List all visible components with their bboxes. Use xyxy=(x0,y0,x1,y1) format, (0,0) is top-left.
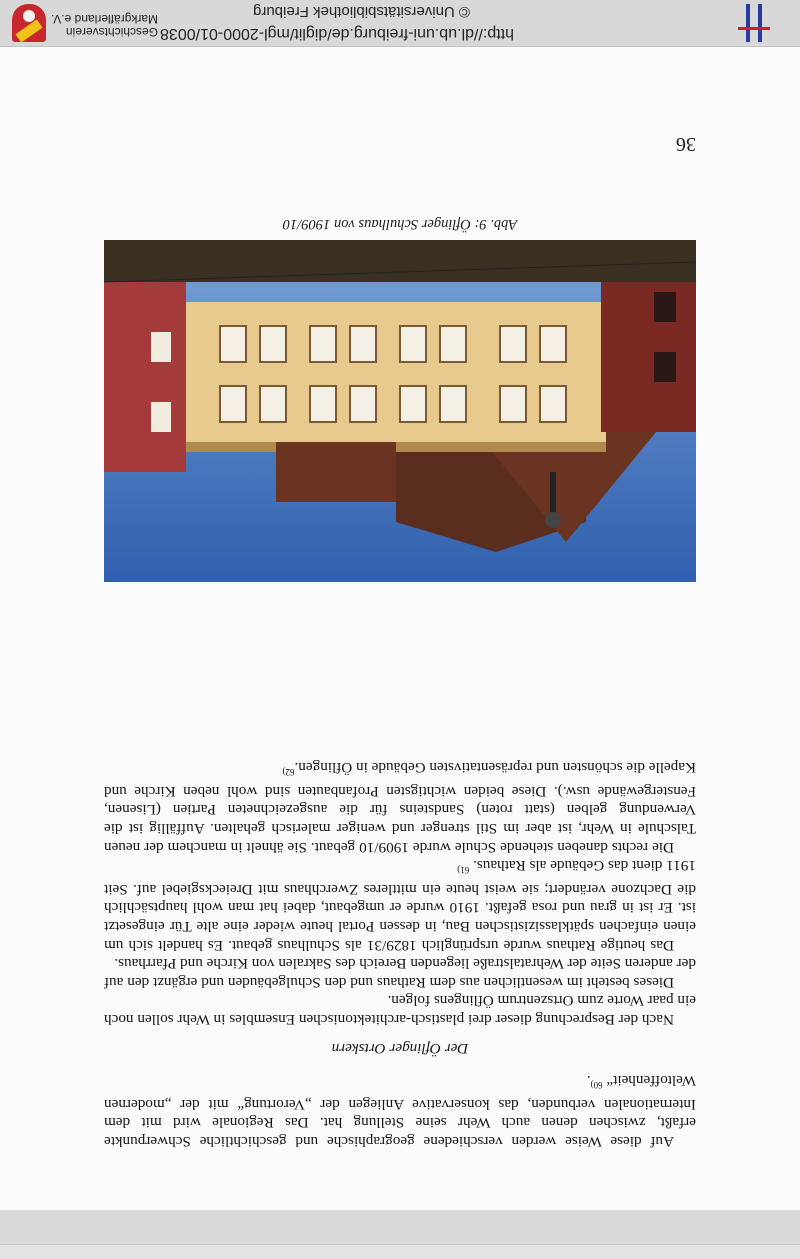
paragraph-1-text: Auf diese Weise werden verschiedene geographische und geschichtliche Schwerpunkte erfaßt, zwischen denen auch Wehr seine Stellung hat. Das Regionale wird mit dem Internationalen verbunden, das konservative Anliegen der „Verortung“ mit der „modernen Weltoffenheit“ xyxy=(104,1072,696,1150)
article-body xyxy=(104,758,696,1150)
footer-copyright: © Universitätsbibliothek Freiburg xyxy=(253,3,470,20)
footnote-ref-61: 61) xyxy=(457,865,470,876)
figure-caption: Abb. 9: Öflinger Schulhaus von 1909/10 xyxy=(282,216,518,232)
paragraph-4 xyxy=(104,856,696,954)
footnote-ref-60: 60) xyxy=(590,1080,603,1091)
paragraph-5 xyxy=(104,758,696,856)
scanned-page xyxy=(0,47,800,1210)
society-crest-icon xyxy=(12,4,46,42)
schoolhouse-photo-illustration xyxy=(104,240,696,582)
society-name-line1: Geschichtsverein xyxy=(65,25,158,39)
schoolhouse-photo xyxy=(104,240,696,582)
footer-url[interactable]: http://dl.ub.uni-freiburg.de/diglit/mgl-2000-01/0038 xyxy=(160,25,514,42)
society-name-line2: Markgräflerland e.V. xyxy=(51,12,158,26)
viewer-footer-bar xyxy=(0,0,800,47)
paragraph-3: Dieses besteht im wesentlichen aus dem Rathaus und den Schulgebäuden und ergänzt den auf der anderen Seite der Wehratalstraße liegenden Bereich des Sakralen von Kirche und Pfarrhaus. xyxy=(104,955,696,991)
paragraph-4-text: Das heutige Rathaus wurde ursprünglich 1829/31 als Schulhaus gebaut. Es handelt sich um einen einfachen spätklassizistischen Bau, in dessen Portal heute wieder eine alte Tür eingesetzt ist. Er ist in grau und rosa gefaßt. 1910 wurde er umgebaut, dabei hat man wohl hauptsächlich die Dachzone verändert; sie weist heute ein mittleres Zwerchhaus mit Dreiecksgiebel auf. Seit 1911 dient das Gebäude als Rathaus. xyxy=(104,857,696,954)
page-number: 36 xyxy=(676,133,696,155)
viewer-top-bar xyxy=(0,1244,800,1259)
society-name xyxy=(51,12,158,38)
footnote-ref-62: 62) xyxy=(282,767,295,778)
paragraph-2: Nach der Besprechung dieser drei plastisch-architektonischen Ensembles in Wehr sollen noch ein paar Worte zum Ortszentrum Öflingens folgen. xyxy=(104,992,696,1028)
paragraph-5-text: Die rechts daneben stehende Schule wurde 1909/10 gebaut. Sie ähnelt in manchem der neuen Talschule in Wehr, ist aber im Stil strenger und weniger malerisch gehalten. Auffällig ist die Verwendung gelben (statt roten) Sandsteins für die ausgezeichneten Partien (Lisenen, Fenstergewände usw.). Diese beiden wichtigsten Profanbauten sind wohl neben Kirche und Kapelle die schönsten und repräsentativsten Gebäude in Öflingen. xyxy=(104,759,696,856)
paragraph-1: Auf diese Weise werden verschiedene geographische und geschichtliche Schwerpunkte erfaßt, zwischen denen auch Wehr seine Stellung hat. Das Regionale wird mit dem Internationalen verbunden, das konservative Anliegen der „Verortung“ mit der „modernen Weltoffenheit“ $^{60)}$. xyxy=(104,1072,696,1150)
section-heading: Der Öflinger Ortskern xyxy=(331,1039,469,1057)
